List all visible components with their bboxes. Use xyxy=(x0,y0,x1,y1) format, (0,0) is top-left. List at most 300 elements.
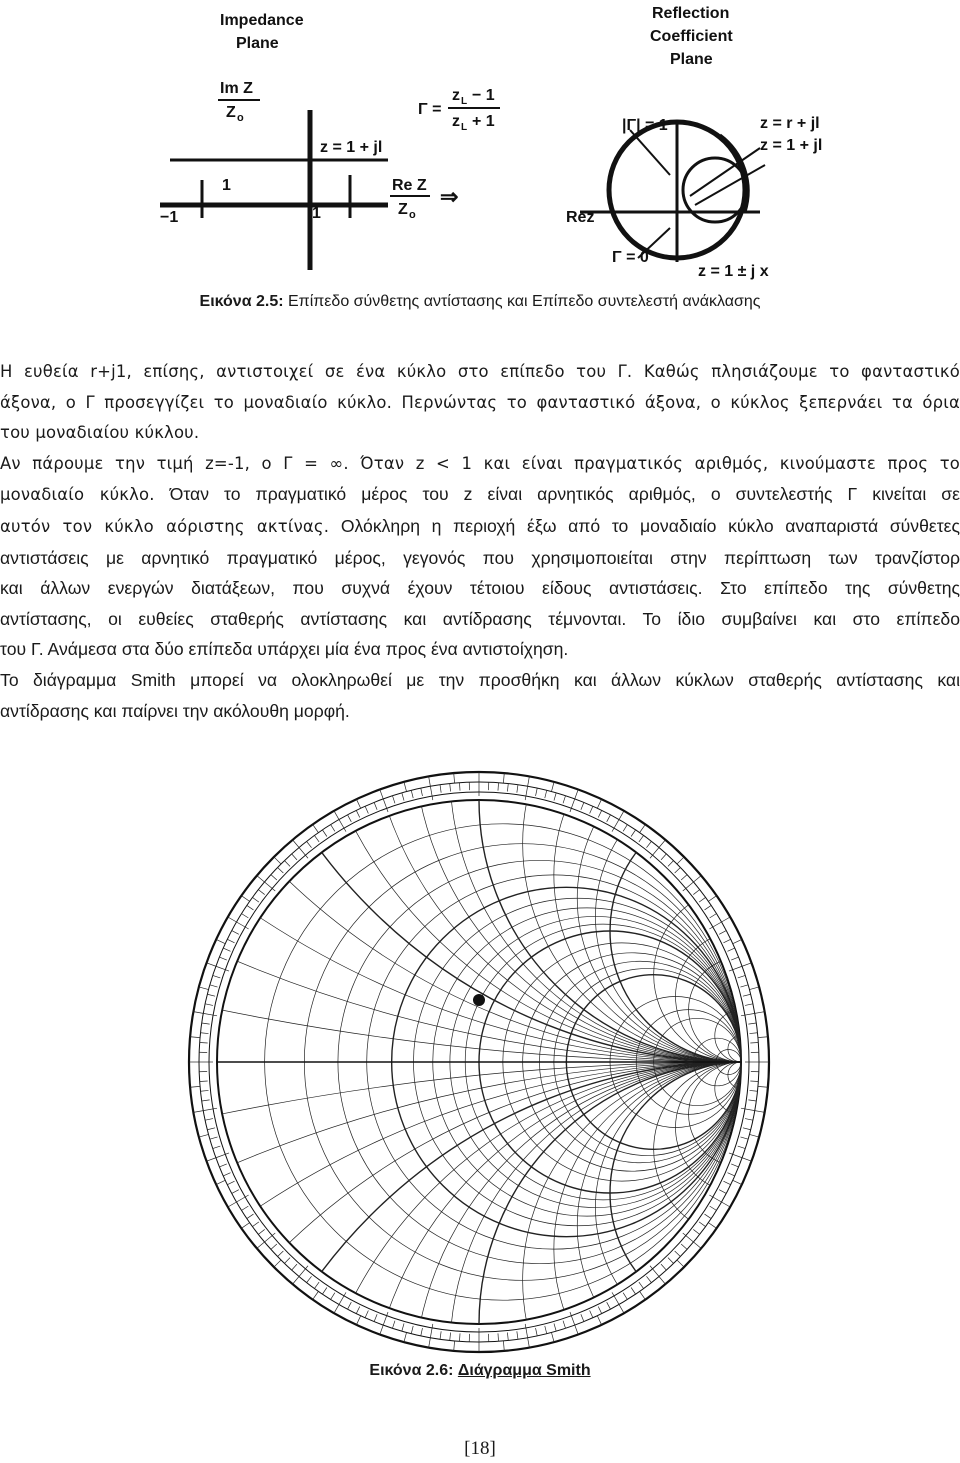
smith-scale-tick xyxy=(528,776,530,786)
smith-scale-tick xyxy=(699,1222,705,1227)
smith-scale-tick xyxy=(675,867,681,873)
imz-numerator: Im Z xyxy=(220,80,253,97)
gamma-denominator: z xyxy=(452,113,460,130)
smith-scale-tick xyxy=(210,985,218,987)
smith-scale-tick xyxy=(216,966,229,971)
reflection-title-line3: Plane xyxy=(670,51,713,68)
smith-reactance-arc xyxy=(217,1062,960,1463)
smith-reactance-arc xyxy=(414,1062,960,1463)
smith-scale-tick xyxy=(402,1323,404,1331)
smith-scale-tick xyxy=(284,1258,290,1264)
smith-reactance-arc xyxy=(86,1062,960,1463)
caption-text: Επίπεδο σύνθετης αντίστασης και Επίπεδο συντελεστή ανάκλασης xyxy=(283,293,761,310)
smith-scale-tick xyxy=(450,1333,451,1341)
paragraph-segment: Το ίδιο συμβαίνει και στο επίπεδο xyxy=(626,608,960,629)
smith-scale-tick xyxy=(708,1223,716,1229)
smith-scale-tick xyxy=(314,1282,319,1288)
smith-scale-tick xyxy=(598,810,602,817)
smith-scale-tick xyxy=(727,948,734,951)
paragraph-line xyxy=(0,573,960,604)
paragraph-segment: Όταν το πραγματικό μέρος του z είναι αρνητικός αριθμός, ο συντελεστής Γ κινείται σε xyxy=(154,484,960,505)
gamma-denominator-tail: + 1 xyxy=(472,113,495,130)
smith-scale-tick xyxy=(241,896,249,902)
smith-scale-tick xyxy=(743,994,751,996)
smith-scale-tick xyxy=(348,1302,352,1309)
smith-scale-tick xyxy=(738,1146,746,1148)
smith-reactance-arc xyxy=(554,688,928,1062)
smith-scale-tick xyxy=(207,1128,215,1130)
tick-minus-one: −1 xyxy=(160,209,179,226)
caption-text: Διάγραμμα Smith xyxy=(457,1362,591,1379)
smith-scale-tick xyxy=(743,1128,751,1130)
smith-scale-tick xyxy=(693,1229,699,1234)
smith-scale-tick xyxy=(227,1181,234,1185)
smith-scale-tick xyxy=(590,1310,593,1317)
smith-scale-tick xyxy=(383,1312,388,1325)
paragraph-segment: αυτόν τον κύκλο αόριστης ακτίνας. xyxy=(0,516,330,536)
smith-scale-tick xyxy=(258,890,264,895)
smith-scale-tick xyxy=(205,1119,213,1121)
smith-scale-tick xyxy=(216,1153,229,1158)
smith-scale-tick xyxy=(430,786,432,800)
smith-scale-tick xyxy=(278,867,284,873)
smith-scale-tick xyxy=(723,1181,730,1185)
smith-scale-tick xyxy=(631,830,635,837)
paragraph-segment: Ολόκληρη η περιοχή έξω από το μοναδιαίο κύκλο αναπαριστά σύνθετες xyxy=(329,515,960,536)
smith-scale-tick xyxy=(429,1338,431,1348)
smith-scale-tick xyxy=(247,1214,254,1218)
smith-scale-tick xyxy=(612,820,619,832)
smith-reactance-arc xyxy=(0,1062,960,1463)
smith-scale-tick xyxy=(284,861,290,867)
smith-scale-tick xyxy=(668,1258,674,1264)
smith-scale-tick xyxy=(421,1328,423,1336)
smith-scale-tick xyxy=(709,1195,721,1202)
paragraph-line: αντιστάσεις με αρνητικό πραγματικό μέρος, γεγονός που χρησιμοποιείται στην περίπτωση των τρανζίστορ xyxy=(0,547,960,568)
smith-scale-tick xyxy=(450,784,451,792)
smith-scale-tick xyxy=(202,1100,210,1101)
smith-scale-tick xyxy=(421,788,423,796)
smith-scale-tick xyxy=(237,922,249,929)
smith-scale-tick xyxy=(704,1214,711,1218)
smith-scale-tick xyxy=(380,1325,383,1334)
smith-scale-tick xyxy=(709,922,721,929)
smith-scale-tick xyxy=(750,1033,758,1034)
smith-scale-tick xyxy=(598,1306,602,1313)
smith-scale-tick xyxy=(293,1276,299,1284)
smith-scale-tick xyxy=(392,1321,394,1329)
smith-scale-tick xyxy=(257,876,265,882)
smith-scale-tick xyxy=(503,1341,504,1351)
smith-scale-tick xyxy=(213,975,221,977)
smith-scale-tick xyxy=(590,806,593,813)
smith-scale-tick xyxy=(271,1244,277,1249)
smith-scale-tick xyxy=(668,861,674,867)
smith-scale-tick xyxy=(719,1190,726,1194)
smith-scale-tick xyxy=(623,1293,627,1300)
smith-scale-tick xyxy=(203,1013,217,1015)
smith-scale-tick xyxy=(721,1202,730,1207)
smith-scale-tick xyxy=(710,914,717,918)
smith-scale-tick xyxy=(639,835,644,841)
figure-caption-2-5 xyxy=(0,293,960,311)
caption-prefix: Εικόνα 2.6: xyxy=(369,1362,454,1379)
smith-scale-tick xyxy=(227,939,234,943)
rez-axis-label: Rez xyxy=(566,209,595,226)
smith-scale-tick xyxy=(731,957,738,960)
gamma-zero-label: Γ = 0 xyxy=(612,249,649,266)
smith-scale-tick xyxy=(545,1326,547,1334)
smith-scale-tick xyxy=(733,1180,742,1184)
smith-scale-tick xyxy=(661,854,666,860)
smith-scale-tick xyxy=(459,1333,460,1341)
smith-reactance-arc xyxy=(0,1062,960,1463)
smith-scale-tick xyxy=(742,1158,751,1161)
smith-scale-tick xyxy=(292,1264,297,1270)
imz-denominator: Z xyxy=(226,104,236,121)
smith-scale-tick xyxy=(356,799,360,808)
smith-scale-tick xyxy=(404,1332,407,1342)
smith-scale-tick xyxy=(252,1222,258,1227)
smith-reactance-arc xyxy=(523,1062,960,1463)
smith-scale-tick xyxy=(292,854,297,860)
smith-scale-tick xyxy=(581,802,584,809)
tick-one-horizontal: 1 xyxy=(312,205,321,222)
smith-scale-tick xyxy=(216,939,225,943)
smith-scale-tick xyxy=(750,1081,758,1082)
smith-scale-tick xyxy=(528,1338,530,1348)
smith-scale-tick xyxy=(612,1292,619,1304)
arrow-icon: ⇒ xyxy=(440,184,459,209)
smith-scale-tick xyxy=(313,824,319,832)
smith-scale-tick xyxy=(570,1312,575,1325)
smith-scale-tick xyxy=(693,890,699,895)
smith-scale-tick xyxy=(331,825,335,832)
smith-scale-tick xyxy=(563,1321,565,1329)
smith-scale-tick xyxy=(639,1282,644,1288)
gamma-denominator-sub: L xyxy=(461,122,468,133)
smith-reactance-arc xyxy=(654,1062,829,1237)
smith-scale-tick xyxy=(733,939,742,943)
smith-scale-tick xyxy=(190,1037,200,1038)
gamma-numerator: z xyxy=(452,87,460,104)
paragraph-line xyxy=(0,511,960,543)
caption-prefix: Εικόνα 2.5: xyxy=(199,293,284,310)
smith-scale-tick xyxy=(758,1037,768,1038)
smith-scale-tick xyxy=(322,1287,326,1294)
smith-scale-tick xyxy=(258,1229,264,1234)
smith-reactance-arc xyxy=(595,771,886,1062)
z-line-label: z = 1 + jl xyxy=(320,139,383,156)
smith-scale-tick xyxy=(228,917,237,922)
paragraph-line xyxy=(0,479,960,511)
paragraph-segment: και άλλων ενεργών διατάξεων, που συχνά έχουν τέτοιου είδους αντιστάσεις. xyxy=(0,578,703,599)
smith-scale-tick xyxy=(554,793,556,801)
smith-reactance-arc xyxy=(0,1062,960,1463)
smith-scale-tick xyxy=(356,1316,360,1325)
smith-scale-tick xyxy=(199,1134,209,1137)
smith-scale-tick xyxy=(545,790,547,798)
smith-scale-tick xyxy=(307,841,312,847)
smith-scale-tick xyxy=(307,1276,312,1282)
smith-scale-tick xyxy=(201,1090,209,1091)
smith-scale-tick xyxy=(206,963,215,966)
smith-scale-tick xyxy=(721,917,730,922)
smith-scale-tick xyxy=(507,784,508,792)
smith-scale-tick xyxy=(271,875,277,880)
impedance-title-line1: Impedance xyxy=(220,12,304,29)
smith-scale-tick xyxy=(699,897,705,902)
smith-scale-tick xyxy=(313,1291,319,1299)
smith-scale-tick xyxy=(503,773,504,783)
smith-scale-tick xyxy=(517,785,518,793)
smith-scale-tick xyxy=(334,1304,339,1313)
imz-denominator-sub: o xyxy=(237,112,244,124)
smith-scale-tick xyxy=(710,1206,717,1210)
smith-scale-tick xyxy=(745,1004,753,1006)
smith-scale-tick xyxy=(207,994,215,996)
smith-reactance-arc xyxy=(450,1062,960,1463)
smith-scale-tick xyxy=(677,1260,684,1267)
smith-scale-tick xyxy=(755,1012,765,1014)
unit-circle-label: |Γ| = 1 xyxy=(622,117,668,134)
gamma-numerator-tail: − 1 xyxy=(472,87,495,104)
paragraph-segment: μοναδιαίο κύκλο. xyxy=(0,485,155,505)
smith-scale-tick xyxy=(708,896,716,902)
gamma-lhs: Γ = xyxy=(418,101,442,118)
smith-scale-tick xyxy=(356,810,360,817)
smith-scale-tick xyxy=(203,1108,217,1110)
smith-reactance-arc xyxy=(654,887,829,1062)
smith-scale-tick xyxy=(392,796,394,804)
smith-scale-tick xyxy=(199,987,209,990)
rez-denominator: Z xyxy=(398,201,408,218)
smith-scale-tick xyxy=(729,1153,742,1158)
smith-scale-tick xyxy=(200,1081,208,1082)
smith-scale-tick xyxy=(525,1324,527,1338)
smith-scale-tick xyxy=(356,1306,360,1313)
smith-scale-tick xyxy=(440,785,441,793)
smith-scale-tick xyxy=(228,1202,237,1207)
paragraph-line xyxy=(0,634,960,665)
z-bottom-label: z = 1 ± j x xyxy=(698,263,769,280)
smith-scale-tick xyxy=(380,789,383,798)
smith-scale-tick xyxy=(402,793,404,801)
page-number: [18] xyxy=(464,1438,496,1459)
smith-scale-tick xyxy=(314,835,319,841)
smith-scale-tick xyxy=(216,1180,225,1184)
smith-scale-tick xyxy=(741,1013,755,1015)
smith-scale-tick xyxy=(742,963,751,966)
smith-scale-tick xyxy=(252,897,258,902)
body-paragraph-1 xyxy=(0,357,960,726)
gamma-numerator-sub: L xyxy=(461,96,468,107)
smith-scale-tick xyxy=(675,1251,681,1257)
impedance-title-line2: Plane xyxy=(236,35,279,52)
smith-scale-tick xyxy=(223,1173,230,1176)
paragraph-segment: αντίστασης, οι ευθείες σταθερής αντίστασης και αντίδρασης τέμνονται. xyxy=(0,608,627,629)
smith-scale-tick xyxy=(597,799,601,808)
smith-scale-tick xyxy=(517,1331,518,1339)
smith-scale-tick xyxy=(365,806,368,813)
smith-scale-tick xyxy=(727,1173,734,1176)
smith-scale-tick xyxy=(498,1333,499,1341)
smith-scale-tick xyxy=(293,840,299,848)
smith-scale-tick xyxy=(454,773,455,783)
smith-scale-tick xyxy=(745,1119,753,1121)
smith-scale-tick xyxy=(758,1086,768,1087)
smith-scale-tick xyxy=(331,1293,335,1300)
smith-scale-tick xyxy=(348,815,352,822)
smith-scale-tick xyxy=(322,830,326,837)
smith-scale-tick xyxy=(201,1033,209,1034)
smith-scale-tick xyxy=(383,799,388,812)
smith-scale-tick xyxy=(205,1004,213,1006)
paragraph-line: Η ευθεία r+j1, επίσης, αντιστοιχεί σε ένα κύκλο στο επίπεδο του Γ. Καθώς πλησιάζουμε το φανταστικό xyxy=(0,362,960,381)
smith-scale-tick xyxy=(247,905,254,909)
rez-numerator: Re Z xyxy=(392,177,427,194)
smith-scale-tick xyxy=(693,1242,701,1248)
smith-scale-tick xyxy=(339,1292,346,1304)
figure-impedance-reflection-planes xyxy=(160,0,860,288)
rez-denominator-sub: o xyxy=(409,209,416,221)
smith-scale-tick xyxy=(749,987,759,990)
smith-scale-tick xyxy=(365,1310,368,1317)
smith-scale-tick xyxy=(750,1090,758,1091)
smith-scale-tick xyxy=(597,1316,601,1325)
smith-scale-tick xyxy=(551,1332,554,1342)
reflection-title-line1: Reflection xyxy=(652,5,730,22)
smith-scale-tick xyxy=(640,824,646,832)
smith-scale-tick xyxy=(661,1264,666,1270)
smith-scale-tick xyxy=(740,1137,748,1139)
smith-scale-tick xyxy=(723,939,730,943)
smith-scale-tick xyxy=(257,1242,265,1248)
smith-scale-tick xyxy=(536,788,538,796)
smith-reactance-arc xyxy=(554,1062,928,1436)
smith-scale-tick xyxy=(429,776,431,786)
smith-scale-tick xyxy=(607,815,611,822)
smith-scale-tick xyxy=(374,1314,377,1321)
smith-scale-tick xyxy=(459,783,460,791)
smith-scale-tick xyxy=(210,1137,218,1139)
smith-scale-tick xyxy=(681,875,687,880)
smith-scale-tick xyxy=(554,1323,556,1331)
smith-scale-tick xyxy=(677,857,684,864)
smith-scale-tick xyxy=(242,1206,249,1210)
z-general-label: z = r + jl xyxy=(760,115,820,132)
smith-scale-tick xyxy=(498,783,499,791)
smith-scale-tick xyxy=(619,1304,624,1313)
smith-scale-tick xyxy=(681,1244,687,1249)
smith-scale-tick xyxy=(704,905,711,909)
smith-scale-tick xyxy=(232,1190,239,1194)
smith-scale-tick xyxy=(507,1333,508,1341)
smith-scale-tick xyxy=(241,1223,249,1229)
paragraph-segment: του Γ. xyxy=(0,639,44,660)
smith-scale-tick xyxy=(748,1100,756,1101)
smith-scale-tick xyxy=(536,1328,538,1336)
smith-scale-tick xyxy=(581,1314,584,1321)
paragraph-segment: Στο επίπεδο της σύνθετης xyxy=(702,578,960,599)
smith-reactance-arc xyxy=(367,1062,960,1463)
smith-scale-tick xyxy=(242,914,249,918)
smith-scale-tick xyxy=(232,931,239,935)
smith-scale-tick xyxy=(190,1086,200,1087)
smith-scale-tick xyxy=(411,790,413,798)
smith-scale-tick xyxy=(646,841,651,847)
smith-scale-tick xyxy=(719,931,726,935)
smith-scale-tick xyxy=(755,1111,765,1113)
smith-scale-tick xyxy=(193,1111,203,1113)
smith-scale-tick xyxy=(731,1164,738,1167)
paragraph-line: αντίδρασης και παίρνει την ακόλουθη μορφή. xyxy=(0,700,350,721)
smith-scale-tick xyxy=(749,1134,759,1137)
smith-scale-tick xyxy=(440,1331,441,1339)
smith-reactance-arc xyxy=(595,1062,886,1353)
smith-scale-tick xyxy=(729,966,742,971)
smith-scale-tick xyxy=(374,802,377,809)
smith-scale-tick xyxy=(551,782,554,792)
smith-scale-tick xyxy=(430,1324,432,1338)
z-one-label: z = 1 + jl xyxy=(760,137,823,154)
smith-scale-tick xyxy=(563,796,565,804)
smith-scale-tick xyxy=(619,811,624,820)
smith-scale-tick xyxy=(213,1146,221,1148)
smith-chart-figure xyxy=(169,762,789,1354)
smith-scale-tick xyxy=(200,1042,208,1043)
smith-scale-tick xyxy=(693,876,701,882)
smith-scale-tick xyxy=(206,1158,215,1161)
smith-scale-tick xyxy=(570,799,575,812)
smith-scale-tick xyxy=(659,840,665,848)
smith-scale-tick xyxy=(223,948,230,951)
paragraph-line: άξονα, ο Γ προσεγγίζει το μοναδιαίο κύκλο. Περνώντας το φανταστικό άξονα, ο κύκλος ξεπερνάει τα όρια xyxy=(0,392,960,412)
smith-scale-tick xyxy=(575,1325,578,1334)
smith-scale-tick xyxy=(738,975,746,977)
smith-scale-tick xyxy=(748,1023,756,1024)
reflection-title-line2: Coefficient xyxy=(650,28,733,45)
smith-scale-tick xyxy=(631,1287,635,1294)
figure-caption-2-6 xyxy=(0,1362,960,1380)
smith-scale-tick xyxy=(193,1012,203,1014)
paragraph-line xyxy=(0,604,960,635)
smith-scale-tick xyxy=(607,1302,611,1309)
tick-one-vertical: 1 xyxy=(222,177,231,194)
smith-scale-tick xyxy=(237,1195,249,1202)
paragraph-line: Αν πάρουμε την τιμή z=-1, ο Γ = ∞. Όταν z < 1 και είναι πραγματικός αριθμός, κινούμαστε προς το xyxy=(0,453,960,473)
smith-scale-tick xyxy=(202,1023,210,1024)
paragraph-line: του μοναδιαίου κύκλου. xyxy=(0,423,200,443)
smith-scale-tick xyxy=(219,957,226,960)
smith-scale-tick xyxy=(525,786,527,800)
smith-scale-tick xyxy=(274,857,281,864)
smith-scale-tick xyxy=(575,789,578,798)
smith-scale-tick xyxy=(278,1251,284,1257)
smith-scale-tick xyxy=(454,1341,455,1351)
smith-scale-tick xyxy=(623,825,627,832)
smith-scale-tick xyxy=(219,1164,226,1167)
smith-scale-tick xyxy=(339,820,346,832)
smith-scale-tick xyxy=(659,1276,665,1284)
smith-scale-tick xyxy=(750,1042,758,1043)
smith-scale-tick xyxy=(274,1260,281,1267)
smith-scale-tick xyxy=(411,1326,413,1334)
paragraph-segment: Ανάμεσα στα δύο επίπεδα υπάρχει μία ένα προς ένα αντιστοίχηση. xyxy=(43,639,569,660)
smith-scale-tick xyxy=(740,985,748,987)
smith-marker-dot xyxy=(473,994,485,1006)
smith-scale-tick xyxy=(646,1276,651,1282)
